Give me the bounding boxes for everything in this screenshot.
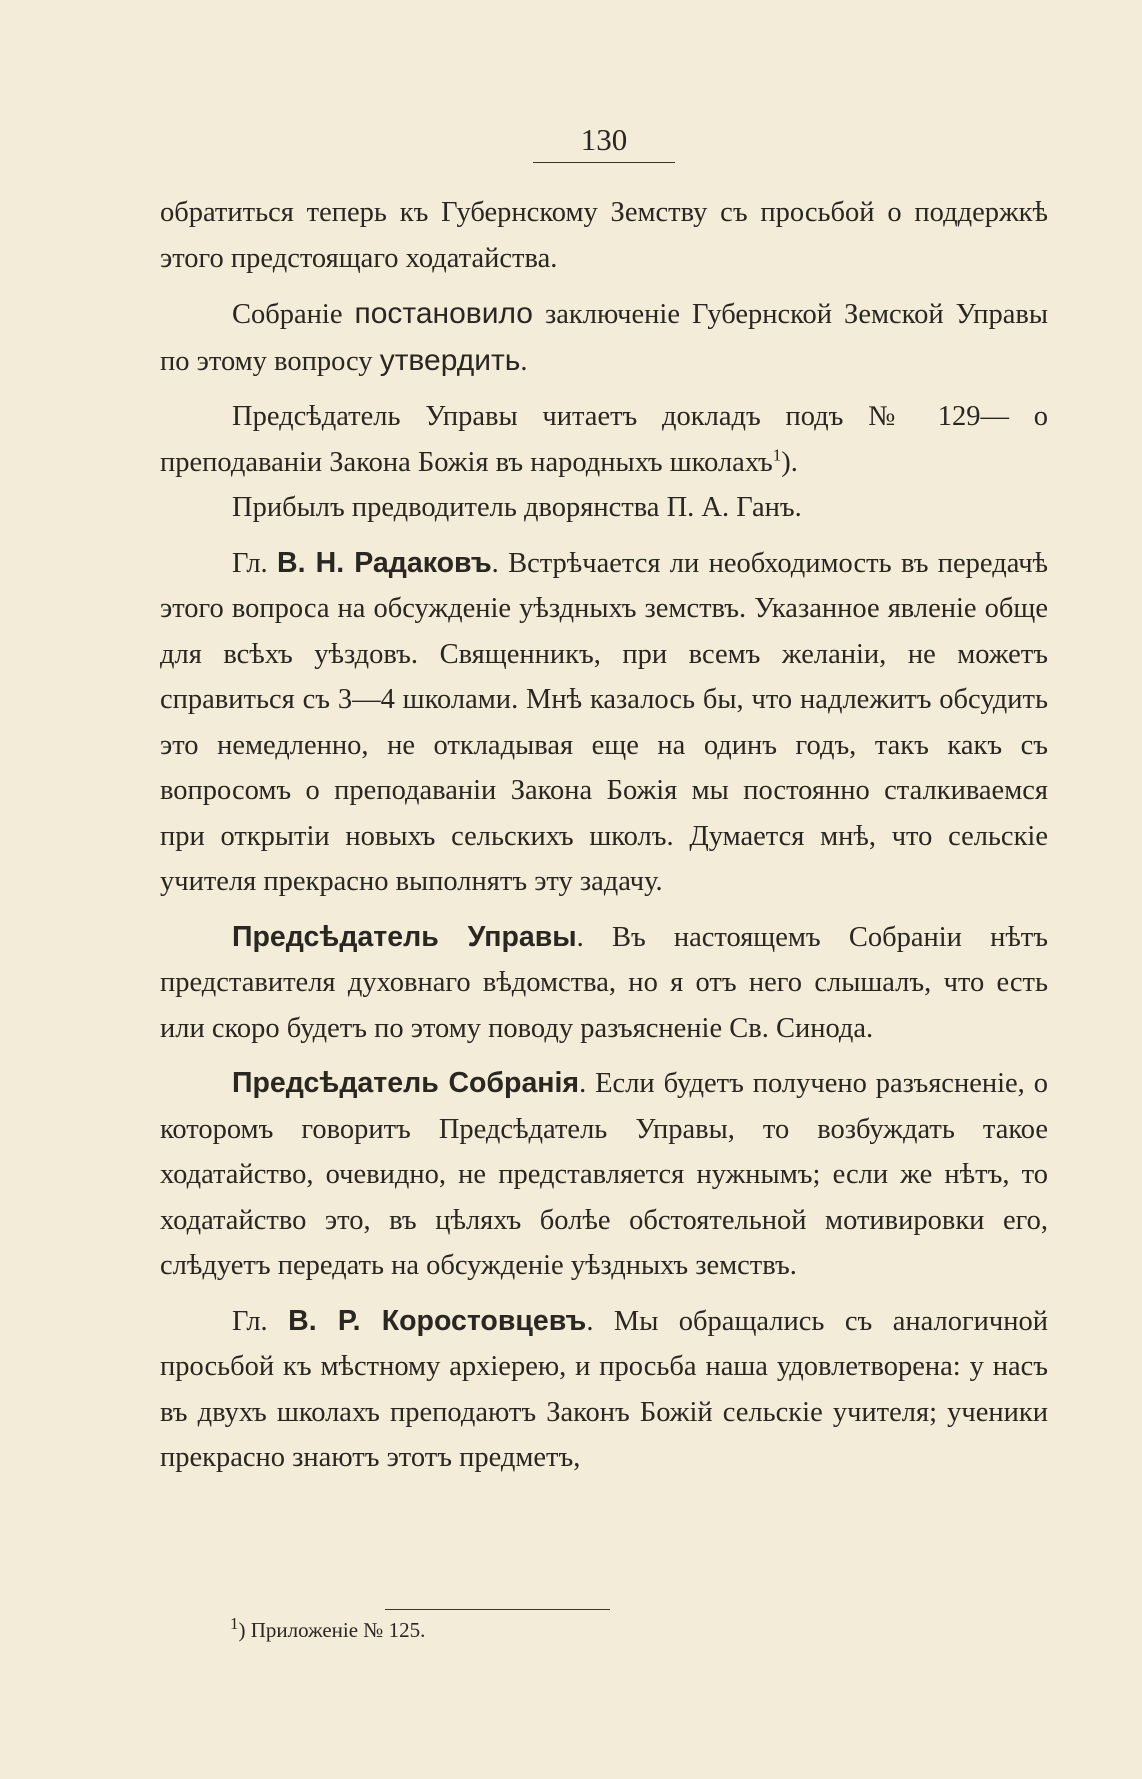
header-rule bbox=[533, 162, 675, 163]
paragraph-korostovtsev bbox=[160, 1299, 1048, 1481]
paragraph-board-chairman bbox=[160, 915, 1048, 1052]
paragraph-text: . bbox=[520, 345, 528, 377]
paragraph-text: . Мы обращались съ аналогичной просьбой къ мѣстному архіерею, и просьба наша удовлетворена: у насъ въ двухъ школахъ преподаютъ Законъ Божій сельскіе учителя; ученики прекрасно знаютъ этотъ предметъ, bbox=[160, 1305, 1048, 1473]
speaker-name: В. Н. Радаковъ bbox=[277, 546, 492, 579]
speaker-name: Предсѣдатель Собранія bbox=[232, 1067, 580, 1099]
paragraph-continuation bbox=[160, 190, 1048, 281]
paragraph-text: Гл. bbox=[232, 1305, 289, 1337]
paragraph-text: заключеніе Губернской Земской Управы по этому вопросу bbox=[160, 299, 1048, 377]
footnote-rule bbox=[385, 1609, 610, 1610]
emphasis-resolved: постановило bbox=[354, 297, 533, 330]
page-number: 130 bbox=[580, 122, 628, 157]
paragraph-text: обратиться теперь къ Губернскому Земству съ просьбой о поддержкѣ этого предстоящаго ходатайства. bbox=[160, 197, 1048, 274]
paragraph-radakov bbox=[160, 541, 1048, 905]
body-text bbox=[160, 190, 1048, 1481]
paragraph-text: ). bbox=[781, 446, 798, 478]
footnote-marker: 1 bbox=[230, 1614, 239, 1633]
paragraph-text: Гл. bbox=[232, 547, 278, 579]
paragraph-text: . Если будетъ получено разъясненіе, о которомъ говоритъ Предсѣдатель Управы, то возбуждать такое ходатайство, очевидно, не представляется нужнымъ; если же нѣтъ, то ходатайство это, въ цѣляхъ болѣе обстоятельной мотивировки его, слѣдуетъ передать на обсужденіе уѣздныхъ земствъ. bbox=[160, 1068, 1048, 1281]
footnote-ref: 1 bbox=[772, 445, 782, 464]
speaker-name: В. Р. Коростовцевъ bbox=[288, 1304, 587, 1337]
paragraph-text: Предсѣдатель Управы читаетъ докладъ подъ № 129— о преподаваніи Закона Божія въ народныхъ школахъ bbox=[160, 401, 1048, 478]
paragraph-report bbox=[160, 394, 1048, 485]
speaker-name: Предсѣдатель Управы bbox=[232, 920, 577, 953]
paragraph-assembly-chairman bbox=[160, 1061, 1048, 1289]
paragraph-text: Собраніе bbox=[232, 299, 355, 330]
footnote-text: ) Приложеніе № 125. bbox=[238, 1618, 426, 1642]
paragraph-text: . Встрѣчается ли необходимость въ передачѣ этого вопроса на обсужденіе уѣздныхъ земствъ. Указанное явленіе обще для всѣхъ уѣздовъ. Священникъ, при всемъ желаніи, не можетъ справиться съ 3—4 школами. Мнѣ казалось бы, что надлежитъ обсудить это немедленно, не откладывая еще на одинъ годъ, такъ какъ съ вопросомъ о преподаваніи Закона Божія мы постоянно сталкиваемся при открытіи новыхъ сельскихъ школъ. Думается мнѣ, что сельскіе учителя прекрасно выполнятъ эту задачу. bbox=[160, 547, 1049, 897]
emphasis-approve: утвердить bbox=[379, 343, 521, 377]
paragraph-text: Прибылъ предводитель дворянства П. А. Ганъ. bbox=[232, 492, 802, 523]
paragraph-text: . Въ настоящемъ Собраніи нѣтъ представителя духовнаго вѣдомства, но я отъ него слышалъ, что есть или скоро будетъ по этому поводу разъясненіе Св. Синода. bbox=[160, 921, 1049, 1044]
paragraph-arrival bbox=[160, 485, 1048, 531]
footnote bbox=[230, 1615, 830, 1645]
paragraph-resolution bbox=[160, 291, 1048, 384]
